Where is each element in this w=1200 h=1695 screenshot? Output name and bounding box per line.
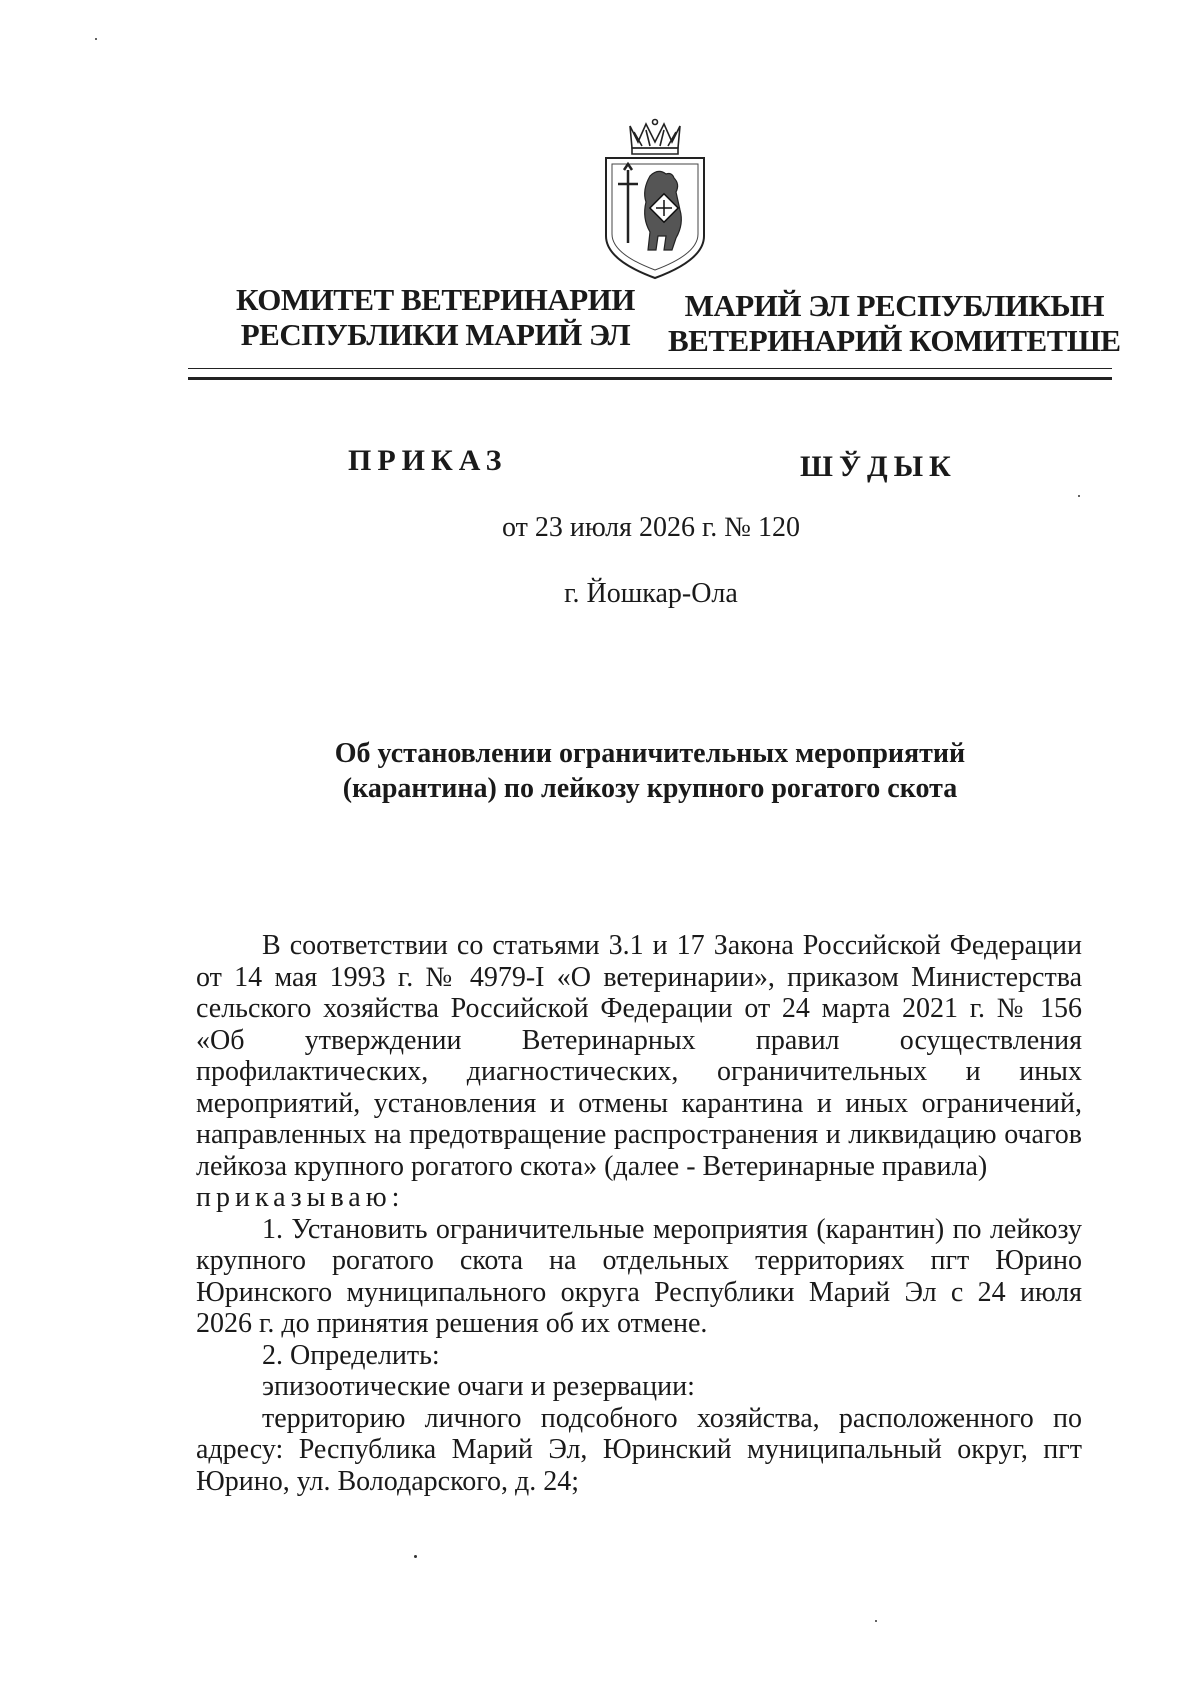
order-keyword: приказываю: — [196, 1182, 405, 1213]
document-title-line2: (карантина) по лейкозу крупного рогатого скота — [342, 773, 958, 804]
org-ru-line2: РЕСПУБЛИКИ МАРИЙ ЭЛ — [240, 317, 631, 352]
preamble-paragraph: В соответствии со статьями 3.1 и 17 Закона Российской Федерации от 14 мая 1993 г. № 4979-I «О ветеринарии», приказом Министерства сельского хозяйства Российской Федерации от 24 марта 2021 г. № 156 «Об утверждении Ветеринарных правил осуществления профилактических, диагностических, ограничительных и иных мероприятий, установления и отмены карантина и иных ограничений, направленных на предотвращение распространения и ликвидацию очагов лейкоза крупного рогатого скота» (далее - Ветеринарные правила) — [196, 930, 1082, 1182]
document-city: г. Йошкар-Ола — [564, 578, 738, 609]
org-mari-line1: МАРИЙ ЭЛ РЕСПУБЛИКЫН — [684, 288, 1104, 323]
coat-of-arms-mari-el-icon — [600, 118, 710, 283]
document-type-ru: ПРИКАЗ — [348, 444, 508, 477]
clause-2-location: территорию личного подсобного хозяйства, расположенного по адресу: Республика Марий Эл, Юринский муниципальный округ, пгт Юрино, ул. Володарского, д. 24; — [196, 1402, 1082, 1497]
organization-name-mari — [668, 288, 1121, 358]
header-divider-thin — [188, 368, 1112, 369]
clause-1: 1. Установить ограничительные мероприятия (карантин) по лейкозу крупного рогатого скота на отдельных территориях пгт Юрино Юринского муниципального округа Республики Марий Эл с 24 июля 2026 г. до принятия решения об их отмене. — [196, 1213, 1082, 1339]
document-title — [280, 736, 1020, 806]
document-date-number: от 23 июля 2026 г. № 120 — [502, 512, 800, 543]
org-ru-line1: КОМИТЕТ ВЕТЕРИНАРИИ — [236, 282, 635, 317]
clause-2: 2. Определить: — [262, 1339, 440, 1371]
document-body — [196, 930, 1082, 1497]
header-divider-thick — [188, 377, 1112, 380]
document-title-line1: Об установлении ограничительных мероприятий — [334, 738, 966, 769]
document-type-mari: ШЎДЫК — [800, 450, 957, 483]
organization-name-ru — [236, 282, 635, 352]
org-mari-line2: ВЕТЕРИНАРИЙ КОМИТЕТШЕ — [668, 323, 1121, 358]
clause-2-subheading: эпизоотические очаги и резервации: — [262, 1371, 695, 1402]
